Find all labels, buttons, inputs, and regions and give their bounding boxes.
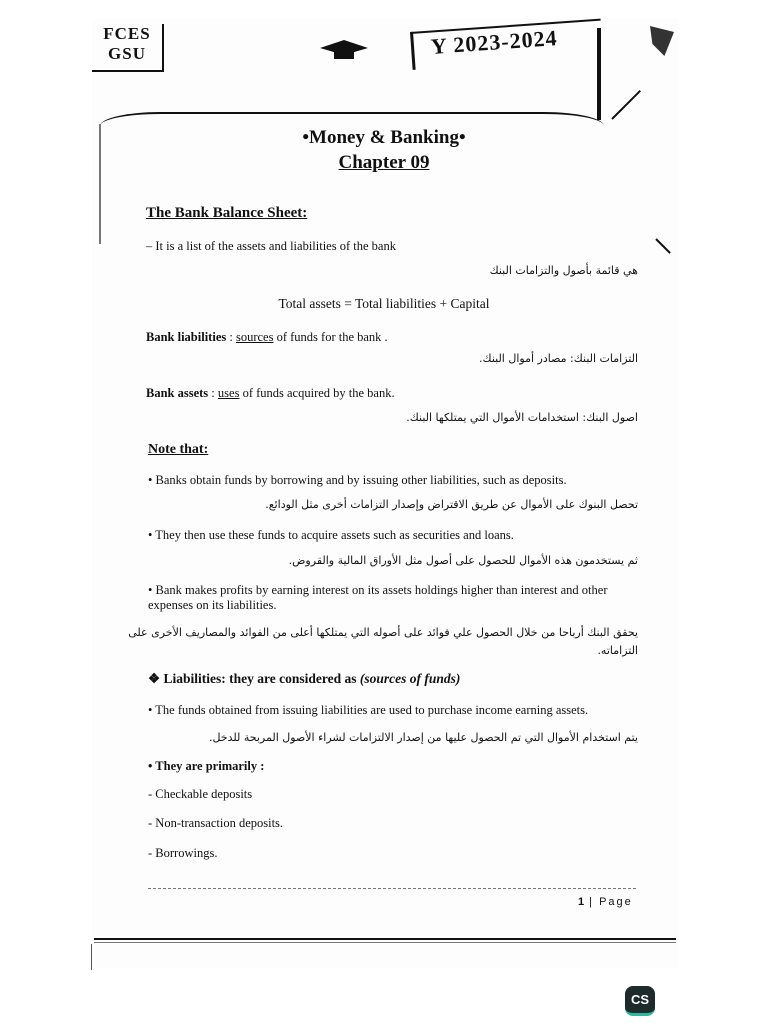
bank-liabilities-ar: التزامات البنك: مصادر أموال البنك. (479, 352, 638, 365)
bank-assets-ar: اصول البنك: استخدامات الأموال التي يمتلكها البنك. (406, 411, 638, 424)
liabilities-heading: ❖ Liabilities: they are considered as (sources of funds) (148, 671, 461, 686)
primarily-label: • They are primarily : (148, 759, 265, 773)
note-bullet-2: • They then use these funds to acquire assets such as securities and loans. (148, 528, 514, 542)
footer-divider (148, 888, 636, 890)
note-heading: Note that: (148, 442, 209, 457)
year-frame-line (597, 28, 601, 120)
note-bullet-2-ar: ثم يستخدمون هذه الأموال للحصول على أصول مثل الأوراق المالية والقروض. (288, 554, 638, 567)
balance-equation: Total assets = Total liabilities + Capital (278, 296, 490, 311)
list-item: - Checkable deposits (148, 787, 253, 801)
margin-mark (91, 944, 92, 970)
definition-ar: هي قائمة بأصول والتزامات البنك (489, 264, 638, 277)
note-bullet-3-ar: يحقق البنك أرباحا من خلال الحصول علي فوائد على أصوله التي يمتلكها أعلى من الفوائد والمصاريف الأخرى على (128, 626, 638, 639)
section-heading: The Bank Balance Sheet: (146, 205, 308, 221)
bank-assets-definition: Bank assets : uses of funds acquired by the bank. (146, 386, 395, 400)
page-number: 1 | Page (578, 896, 633, 908)
note-bullet-3: • Bank makes profits by earning interest on its assets holdings higher than interest and other (148, 583, 608, 597)
note-bullet-1-ar: تحصل البنوك على الأموال عن طريق الاقتراض وإصدار التزامات أخرى مثل الودائع. (265, 498, 638, 511)
graduation-cap-icon (318, 38, 370, 60)
content-frame-top (100, 112, 604, 128)
academic-year: Y 2023-2024 (430, 25, 559, 59)
bottom-rule (94, 938, 676, 940)
bottom-rule-secondary (94, 942, 676, 943)
list-item: - Non-transaction deposits. (148, 816, 284, 830)
note-bullet-3-ar-cont: التزاماته. (597, 644, 638, 657)
note-bullet-3-cont: expenses on its liabilities. (148, 598, 277, 612)
org-line1: FCES (103, 24, 151, 43)
liabilities-bullet-1: • The funds obtained from issuing liabilities are used to purchase income earning assets. (148, 703, 589, 717)
camscanner-badge: CS (625, 986, 655, 1016)
liabilities-bullet-1-ar: يتم استخدام الأموال التي تم الحصول عليها من إصدار الالتزامات لشراء الأصول المربحة للدخل. (208, 731, 638, 744)
list-item: - Borrowings. (148, 846, 218, 860)
org-box (92, 24, 164, 72)
document-title: •Money & Banking• (302, 127, 466, 148)
note-bullet-1: • Banks obtain funds by borrowing and by issuing other liabilities, such as deposits. (148, 473, 567, 487)
chapter-title: Chapter 09 (338, 152, 430, 173)
definition-en: – It is a list of the assets and liabilities of the bank (146, 239, 396, 253)
org-line2: GSU (108, 44, 146, 63)
bank-liabilities-definition: Bank liabilities : sources of funds for the bank . (146, 330, 388, 344)
